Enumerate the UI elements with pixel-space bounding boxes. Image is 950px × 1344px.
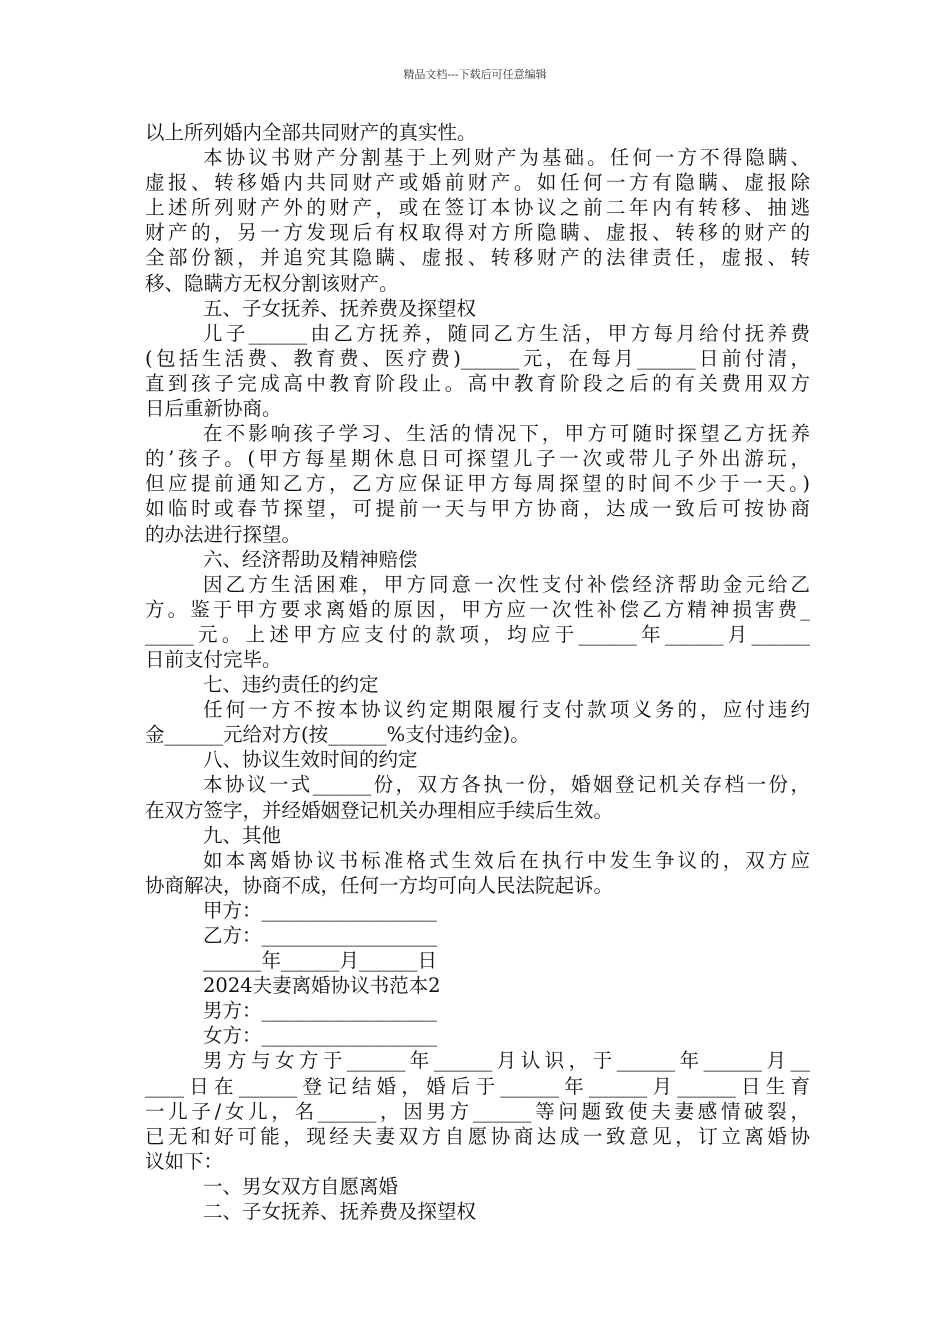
text-line: 乙方：__________________: [203, 924, 438, 947]
text-line: 议如下：: [145, 1149, 224, 1173]
page-header: 精品文档---下载后可任意编辑: [403, 68, 547, 81]
text-line: 任何一方不按本协议约定期限履行支付款项义务的，应付违约: [203, 698, 810, 722]
text-line: 七、违约责任的约定: [203, 673, 379, 697]
text-line: 如临时或春节探望，可提前一天与甲方协商，达成一致后可按协商: [145, 497, 810, 521]
text-line: 儿子______由乙方抚养，随同乙方生活，甲方每月给付抚养费: [203, 321, 810, 345]
text-line: 本协议一式______份，双方各执一份，婚姻登记机关存档一份，: [203, 773, 810, 797]
text-line: 如本离婚协议书标准格式生效后在执行中发生争议的，双方应: [203, 848, 810, 872]
text-line: 六、经济帮助及精神赔偿: [203, 547, 418, 571]
text-line: 2024夫妻离婚协议书范本2: [203, 974, 441, 998]
text-line: 九、其他: [203, 823, 282, 847]
text-line: 直到孩子完成高中教育阶段止。高中教育阶段之后的有关费用双方: [145, 371, 810, 395]
text-line: (包括生活费、教育费、医疗费)______元，在每月______日前付清，: [145, 346, 810, 370]
text-line: 八、协议生效时间的约定: [203, 748, 418, 772]
text-line: 以上所列婚内全部共同财产的真实性。: [145, 121, 477, 144]
text-line: 日后重新协商。: [145, 397, 282, 421]
text-line: 本协议书财产分割基于上列财产为基础。任何一方不得隐瞒、: [203, 146, 810, 170]
text-line: 但应提前通知乙方，乙方应保证甲方每周探望的时间不少于一天。): [145, 472, 810, 496]
text-line: 上述所列财产外的财产，或在签订本协议之前二年内有转移、抽逃: [145, 196, 810, 220]
text-line: _____元。上述甲方应支付的款项，均应于______年______月______: [145, 622, 810, 646]
text-line: 一、男女双方自愿离婚: [203, 1174, 399, 1198]
text-line: 二、子女抚养、抚养费及探望权: [203, 1200, 477, 1224]
text-line: 在不影响孩子学习、生活的情况下，甲方可随时探望乙方抚养: [203, 422, 810, 446]
text-line: 女方：__________________: [203, 1024, 438, 1048]
text-line: 在双方签字，并经婚姻登记机关办理相应手续后生效。: [145, 798, 614, 822]
text-line: 协商解决，协商不成，任何一方均可向人民法院起诉。: [145, 873, 614, 897]
text-line: 男方与女方于______年______月认识，于______年______月__: [203, 1049, 810, 1073]
text-line: 已无和好可能，现经夫妻双方自愿协商达成一致意见，订立离婚协: [145, 1124, 810, 1148]
text-line: 因乙方生活困难，甲方同意一次性支付补偿经济帮助金元给乙: [203, 572, 810, 596]
text-line: 一儿子/女儿，名______，因男方______等问题致使夫妻感情破裂，: [145, 1099, 810, 1123]
text-line: ____日在______登记结婚，婚后于______年______月______日生育: [145, 1074, 810, 1098]
text-line: 虚报、转移婚内共同财产或婚前财产。如任何一方有隐瞒、虚报除: [145, 171, 810, 195]
text-line: 男方：__________________: [203, 999, 438, 1023]
text-line: 的’孩子。(甲方每星期休息日可探望儿子一次或带儿子外出游玩，: [145, 447, 810, 471]
text-line: 五、子女抚养、抚养费及探望权: [203, 296, 477, 320]
text-line: 全部份额，并追究其隐瞒、虚报、转移财产的法律责任，虚报、转: [145, 246, 810, 270]
text-line: 方。鉴于甲方要求离婚的原因，甲方应一次性补偿乙方精神损害费_: [145, 597, 810, 621]
document-body: [145, 120, 810, 1224]
text-line: ______年______月______日: [203, 949, 438, 973]
text-line: 的办法进行探望。: [145, 522, 302, 546]
text-line: 财产的，另一方发现后有权取得对方所隐瞒、虚报、转移的财产的: [145, 221, 810, 245]
text-line: 日前支付完毕。: [145, 647, 282, 671]
text-line: 金______元给对方(按______%支付违约金)。: [145, 723, 530, 747]
text-line: 甲方：__________________: [203, 898, 438, 922]
text-line: 移、隐瞒方无权分割该财产。: [145, 271, 399, 295]
